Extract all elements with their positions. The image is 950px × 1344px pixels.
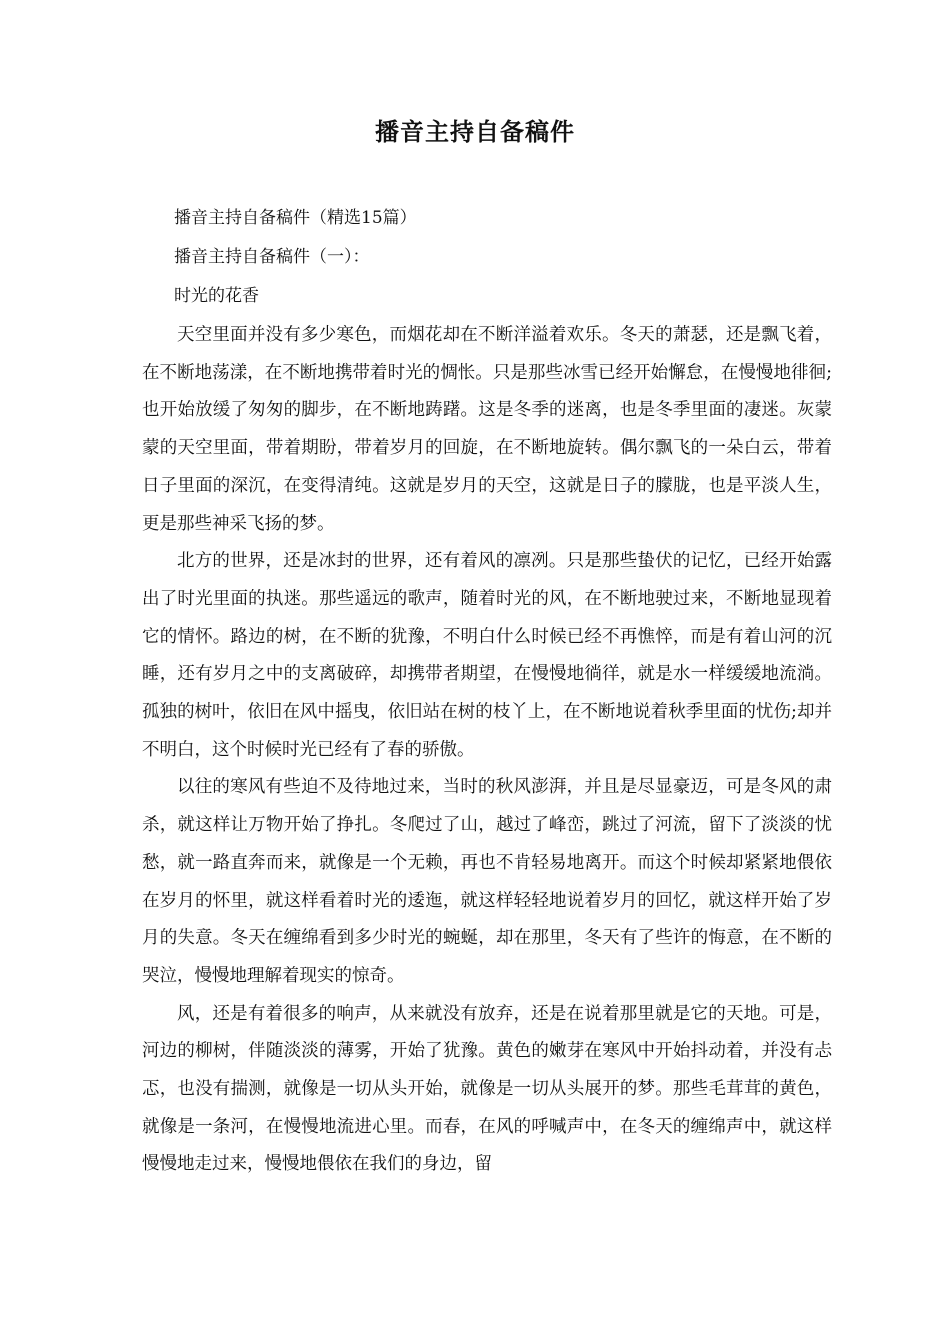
paragraph-4: 风，还是有着很多的响声，从来就没有放弃，还是在说着那里就是它的天地。可是，河边的柳树，伴随淡淡的薄雾，开始了犹豫。黄色的嫩芽在寒风中开始抖动着，并没有忐忑，也没有揣测，就像是一切从头开始，就像是一切从头展开的梦。那些毛茸茸的黄色，就像是一条河，在慢慢地流进心里。而春，在风的呼喊声中，在冬天的缠绵声中，就这样慢慢地走过来，慢慢地偎依在我们的身边，留 [142,1003,832,1175]
section-heading: 播音主持自备稿件（一）： [174,247,370,267]
paragraph-3: 以往的寒风有些迫不及待地过来，当时的秋风澎湃，并且是尽显豪迈，可是冬风的肃杀，就这样让万物开始了挣扎。冬爬过了山，越过了峰峦，跳过了河流，留下了淡淡的忧愁，就一路直奔而来，就像是一个无赖，再也不肯轻易地离开。而这个时候却紧紧地偎依在岁月的怀里，就这样看着时光的逶迤，就这样轻轻地说着岁月的回忆，就这样开始了岁月的失意。冬天在缠绵看到多少时光的蜿蜒，却在那里，冬天有了些许的悔意，在不断的哭泣，慢慢地理解着现实的惊奇。 [142,777,832,986]
article-body [142,317,832,1184]
piece-title: 时光的花香 [174,286,259,306]
paragraph-2: 北方的世界，还是冰封的世界，还有着风的凛冽。只是那些蛰伏的记忆，已经开始露出了时光里面的执迷。那些遥远的歌声，随着时光的风，在不断地驶过来，不断地显现着它的情怀。路边的树，在不断的犹豫，不明白什么时候已经不再憔悴，而是有着山河的沉睡，还有岁月之中的支离破碎，却携带者期望，在慢慢地徜徉，就是水一样缓缓地流淌。孤独的树叶，依旧在风中摇曳，依旧站在树的枝丫上，在不断地说着秋季里面的忧伤;却并不明白，这个时候时光已经有了春的骄傲。 [142,551,832,760]
document-subtitle: 播音主持自备稿件（精选15篇） [174,208,417,228]
paragraph-1: 天空里面并没有多少寒色，而烟花却在不断洋溢着欢乐。冬天的萧瑟，还是飘飞着，在不断地荡漾，在不断地携带着时光的惆怅。只是那些冰雪已经开始懈怠，在慢慢地徘徊;也开始放缓了匆匆的脚步，在不断地踌躇。这是冬季的迷离，也是冬季里面的凄迷。灰蒙蒙的天空里面，带着期盼，带着岁月的回旋，在不断地旋转。偶尔飘飞的一朵白云，带着日子里面的深沉，在变得清纯。这就是岁月的天空，这就是日子的朦胧，也是平淡人生，更是那些神采飞扬的梦。 [142,325,832,534]
document-title: 播音主持自备稿件 [375,118,575,146]
